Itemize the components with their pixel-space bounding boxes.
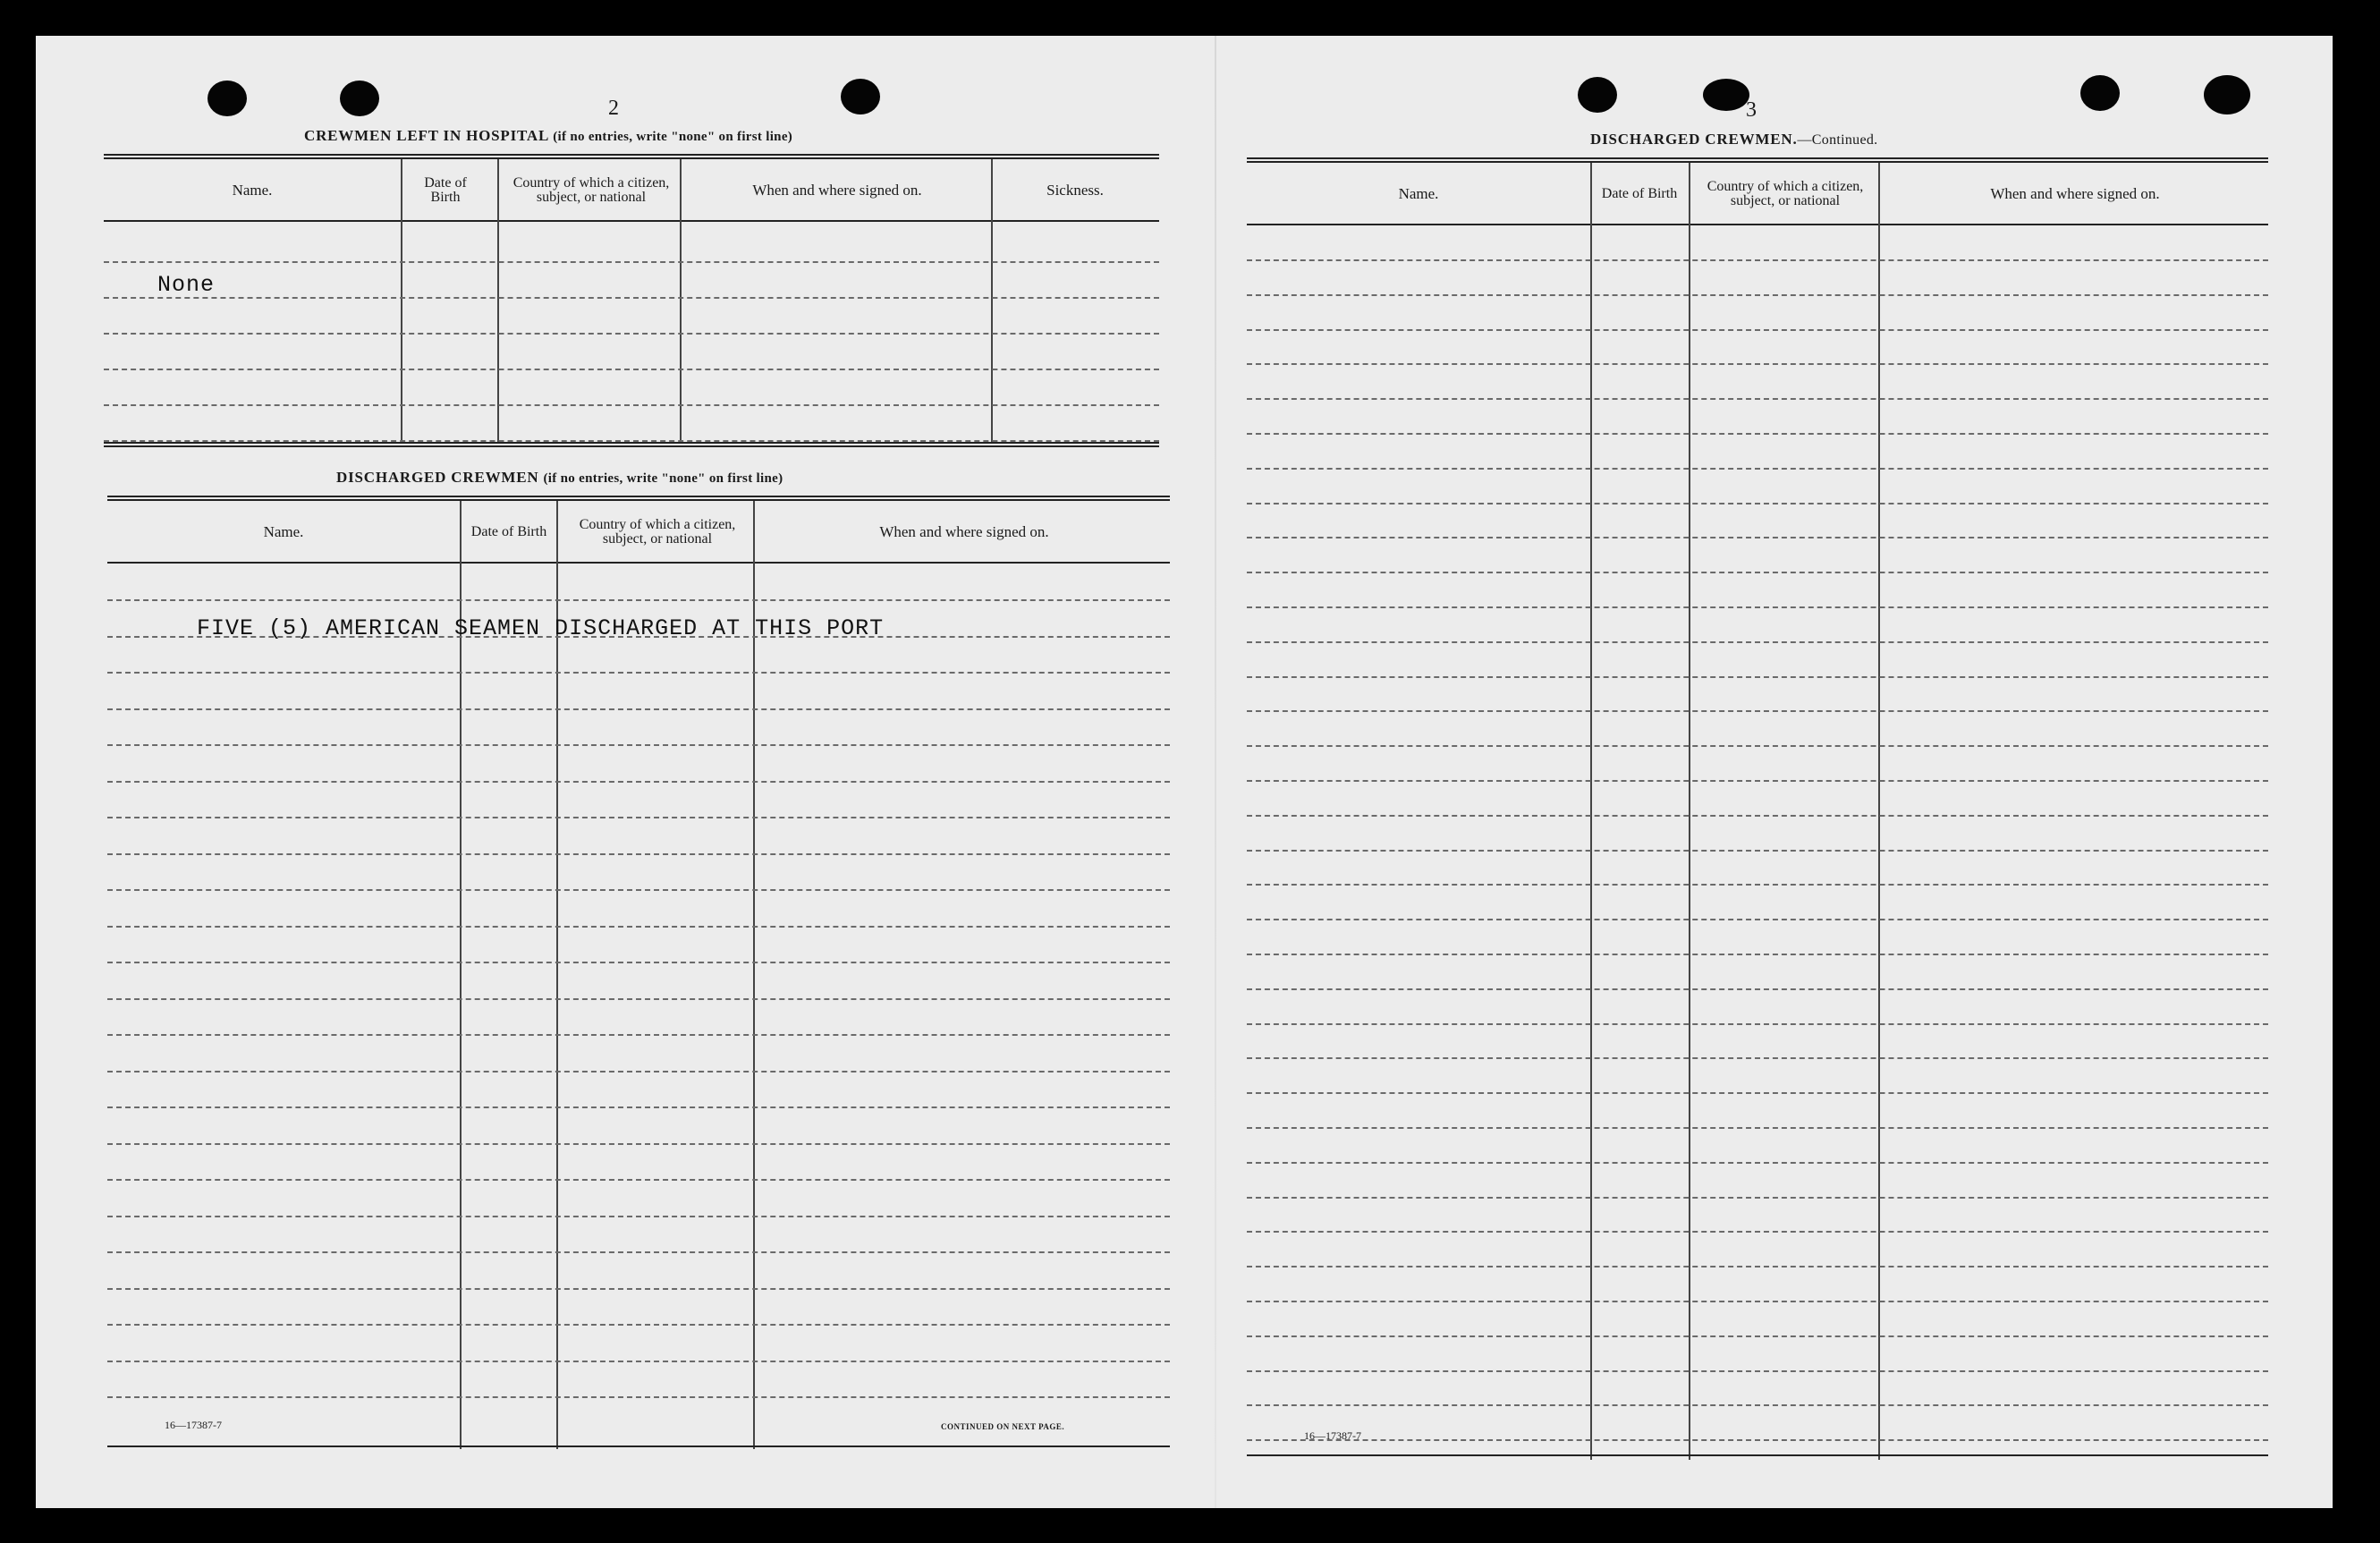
hospital-header-when-where: When and where signed on. (752, 182, 922, 199)
table-row-line (1247, 988, 2268, 990)
table-row-line (107, 672, 1170, 674)
table-row-line (1247, 1301, 2268, 1302)
punch-hole (2080, 75, 2120, 111)
table-row-line (1247, 710, 2268, 712)
table-row-line (107, 1251, 1170, 1253)
table-row-line (1247, 1162, 2268, 1164)
discharged-title: DISCHARGED CREWMEN (336, 469, 539, 486)
table-row-line (1247, 1092, 2268, 1094)
punch-hole (208, 81, 247, 116)
table-row-line (107, 1179, 1170, 1181)
table-row-line (1247, 1127, 2268, 1129)
table-row-line (1247, 503, 2268, 504)
discharged-continued-suffix: —Continued. (1797, 132, 1878, 148)
table-row-line (107, 1143, 1170, 1145)
discharged-header-date-of-birth: Date of Birth (470, 523, 547, 539)
table-row-line (1247, 572, 2268, 573)
page-number: 2 (608, 97, 619, 120)
table-row-line (1247, 676, 2268, 678)
discharged-section-title (336, 469, 783, 487)
hospital-header-name: Name. (232, 182, 273, 199)
table-row-line (107, 1361, 1170, 1362)
punch-hole (2204, 75, 2250, 114)
table-row-line (107, 817, 1170, 818)
discharged-continued-table (1247, 157, 2268, 1472)
table-row-line (104, 404, 1159, 406)
table-row-line (1247, 259, 2268, 261)
table-row-line (1247, 537, 2268, 538)
punch-hole (1578, 77, 1617, 113)
table-row-line (1247, 850, 2268, 852)
table-row-line (1247, 954, 2268, 955)
table-row-line (1247, 1404, 2268, 1406)
discharged-continued-title (1590, 131, 1877, 148)
page-fold (1215, 36, 1216, 1508)
punch-hole (1703, 79, 1749, 111)
continued-header-when-where: When and where signed on. (1990, 185, 2160, 203)
hospital-title: CREWMEN LEFT IN HOSPITAL (304, 127, 549, 144)
table-row-line (104, 333, 1159, 335)
table-row-line (1247, 329, 2268, 331)
table-row-line (107, 1396, 1170, 1398)
discharged-header-when-where: When and where signed on. (879, 523, 1049, 541)
table-row-line (1247, 1266, 2268, 1267)
table-row-line (1247, 641, 2268, 643)
punch-hole (340, 81, 379, 116)
continued-header-name: Name. (1398, 185, 1439, 203)
form-number: 16—17387-7 (1304, 1429, 1361, 1442)
hospital-note: (if no entries, write "none" on first line) (553, 130, 793, 144)
page-number: 3 (1746, 98, 1757, 122)
table-row-line (107, 744, 1170, 746)
table-row-line (107, 1216, 1170, 1217)
table-row-line (1247, 1370, 2268, 1372)
table-row-line (107, 708, 1170, 710)
hospital-header-sickness: Sickness. (1046, 182, 1104, 199)
table-row-line (1247, 1023, 2268, 1025)
continued-note: CONTINUED ON NEXT PAGE. (941, 1422, 1065, 1431)
table-row-line (1247, 919, 2268, 920)
table-row-line (107, 1034, 1170, 1036)
table-row-line (1247, 745, 2268, 747)
table-row-line (107, 1106, 1170, 1108)
hospital-table (104, 154, 1159, 447)
table-row-line (104, 297, 1159, 299)
table-row-line (107, 962, 1170, 963)
table-row-line (1247, 815, 2268, 817)
table-row-line (107, 998, 1170, 1000)
table-row-line (104, 369, 1159, 370)
table-row-line (1247, 1231, 2268, 1233)
hospital-entry: None (157, 272, 216, 298)
table-row-line (1247, 1335, 2268, 1337)
table-row-line (107, 1288, 1170, 1290)
form-number: 16—17387-7 (165, 1419, 222, 1431)
table-row-line (1247, 468, 2268, 470)
discharged-header-name: Name. (263, 523, 304, 541)
table-row-line (107, 599, 1170, 601)
hospital-section-title (304, 127, 792, 145)
discharged-header-country: Country of which a citizen, subject, or national (579, 516, 736, 547)
table-row-line (1247, 1197, 2268, 1199)
table-row-line (104, 261, 1159, 263)
table-row-line (1247, 398, 2268, 400)
hospital-header-country: Country of which a citizen, subject, or national (512, 174, 670, 205)
table-row-line (107, 889, 1170, 891)
table-row-line (1247, 294, 2268, 296)
table-row-line (1247, 606, 2268, 608)
discharged-note: (if no entries, write "none" on first line) (543, 471, 783, 486)
table-row-line (1247, 1439, 2268, 1441)
manifest-sheet (36, 36, 2333, 1508)
table-row-line (1247, 363, 2268, 365)
table-row-line (104, 440, 1159, 442)
continued-header-date-of-birth: Date of Birth (1601, 185, 1678, 201)
discharged-continued-main: DISCHARGED CREWMEN. (1590, 131, 1798, 148)
table-row-line (107, 1324, 1170, 1326)
table-row-line (1247, 433, 2268, 435)
table-row-line (107, 853, 1170, 855)
table-row-line (107, 1071, 1170, 1072)
table-row-line (1247, 780, 2268, 782)
table-row-line (107, 781, 1170, 783)
table-row-line (1247, 884, 2268, 886)
continued-header-country: Country of which a citizen, subject, or national (1707, 178, 1864, 208)
hospital-header-date-of-birth: Date of Birth (424, 174, 467, 205)
table-row-line (107, 926, 1170, 928)
punch-hole (841, 79, 880, 114)
table-row-line (1247, 1057, 2268, 1059)
discharged-entry: FIVE (5) AMERICAN SEAMEN DISCHARGED AT THIS PORT (197, 615, 885, 641)
